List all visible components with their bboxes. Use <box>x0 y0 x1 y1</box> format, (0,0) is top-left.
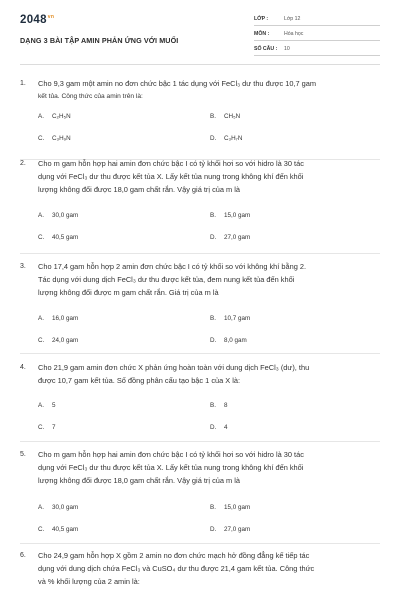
option-letter: B. <box>210 402 216 409</box>
meta-label: MÔN : <box>254 31 270 37</box>
option-text: 5 <box>52 402 56 409</box>
question-line: dụng với dung dịch chứa FeCl₃ và CuSO₄ dư thu được 21,4 gam kết tủa. Công thức <box>38 563 315 573</box>
option-b[interactable] <box>210 212 250 219</box>
question-divider <box>20 543 380 544</box>
question-number: 3. <box>20 263 26 270</box>
question-text <box>38 78 380 91</box>
option-letter: D. <box>210 337 217 344</box>
option-text: 30,0 gam <box>52 212 79 219</box>
option-a[interactable] <box>38 113 71 120</box>
option-c[interactable] <box>38 337 78 344</box>
option-text: 40,5 gam <box>52 526 79 533</box>
question-1 <box>20 80 380 170</box>
question-4 <box>20 364 380 449</box>
question-line: Cho 9,3 gam một amin no đơn chức bậc 1 tác dụng với FeCl₃ dư thu được 10,7 gam <box>38 79 317 88</box>
question-6 <box>20 552 380 600</box>
option-b[interactable] <box>210 402 228 409</box>
option-text: 24,0 gam <box>52 337 79 344</box>
option-text: 8,0 gam <box>224 337 247 344</box>
option-letter: A. <box>38 504 44 511</box>
meta-label: LỚP : <box>254 16 269 22</box>
sheet-title: DẠNG 3 BÀI TẬP AMIN PHẢN ỨNG VỚI MUỐI <box>20 36 179 45</box>
meta-label: SỐ CÂU : <box>254 46 278 52</box>
question-number: 1. <box>20 80 26 87</box>
question-number: 4. <box>20 364 26 371</box>
question-line: Tác dụng với dung dịch FeCl₃ dư thu được kết tủa, đem nung kết tủa đến khối <box>38 274 295 284</box>
option-letter: C. <box>38 234 45 241</box>
option-letter: A. <box>38 212 44 219</box>
option-text: 40,5 gam <box>52 234 79 241</box>
question-text <box>38 158 380 196</box>
option-letter: C. <box>38 526 45 533</box>
option-d[interactable] <box>210 424 228 431</box>
option-text: 7 <box>52 424 56 431</box>
question-line: lượng không đổi được 18,0 gam chất rắn. Vậy giá trị của m là <box>38 475 240 485</box>
question-text <box>38 362 380 388</box>
option-letter: B. <box>210 113 216 120</box>
option-b[interactable] <box>210 113 240 120</box>
option-text: 15,0 gam <box>224 504 251 511</box>
meta-value: 10 <box>284 46 290 52</box>
option-text: C₃H₉N <box>52 135 71 142</box>
option-a[interactable] <box>38 212 78 219</box>
option-c[interactable] <box>38 424 56 431</box>
question-number: 6. <box>20 552 26 559</box>
question-text-cont <box>38 91 380 102</box>
option-text: 27,0 gam <box>224 234 251 241</box>
question-text <box>38 261 380 299</box>
question-text <box>38 550 380 588</box>
meta-row-subject <box>254 28 380 41</box>
option-text: 27,0 gam <box>224 526 251 533</box>
question-3 <box>20 263 380 358</box>
question-2 <box>20 160 380 260</box>
question-line: và % khối lượng của 2 amin là: <box>38 576 140 586</box>
option-a[interactable] <box>38 402 56 409</box>
meta-value: Lớp 12 <box>284 16 301 22</box>
option-letter: A. <box>38 113 44 120</box>
question-text <box>38 449 380 487</box>
option-letter: A. <box>38 402 44 409</box>
question-line: Cho 17,4 gam hỗn hợp 2 amin đơn chức bậc I có tỷ khối so với không khí bằng 2. <box>38 262 307 271</box>
site-logo[interactable] <box>20 14 54 26</box>
meta-row-class <box>254 13 380 26</box>
option-a[interactable] <box>38 315 78 322</box>
option-d[interactable] <box>210 526 250 533</box>
option-letter: A. <box>38 315 44 322</box>
question-line: kết tủa. Công thức của amin trên là: <box>38 93 143 100</box>
option-text: 15,0 gam <box>224 212 251 219</box>
option-text: 4 <box>224 424 228 431</box>
sheet-header <box>0 0 400 62</box>
question-line: lượng không đổi được 18,0 gam chất rắn. Vậy giá trị của m là <box>38 184 240 194</box>
meta-row-count <box>254 43 380 56</box>
option-b[interactable] <box>210 315 250 322</box>
option-letter: B. <box>210 315 216 322</box>
header-divider <box>20 64 380 65</box>
option-letter: B. <box>210 504 216 511</box>
question-line: lượng không đổi được m gam chất rắn. Giá trị của m là <box>38 287 219 297</box>
option-text: 8 <box>224 402 228 409</box>
option-letter: D. <box>210 234 217 241</box>
option-a[interactable] <box>38 504 78 511</box>
option-text: C₃H₇N <box>224 135 243 142</box>
option-letter: D. <box>210 526 217 533</box>
option-b[interactable] <box>210 504 250 511</box>
option-d[interactable] <box>210 135 242 142</box>
question-divider <box>20 353 380 354</box>
option-letter: C. <box>38 135 45 142</box>
meta-value: Hóa học <box>284 31 304 37</box>
option-text: CH₅N <box>224 113 241 120</box>
logo-text: 2048 <box>20 14 47 26</box>
option-c[interactable] <box>38 526 78 533</box>
question-line: Cho 21,9 gam amin đơn chức X phản ứng hoàn toàn với dung dịch FeCl₃ (dư), thu <box>38 363 310 372</box>
question-divider <box>20 253 380 254</box>
option-c[interactable] <box>38 234 78 241</box>
question-divider <box>20 441 380 442</box>
option-letter: D. <box>210 135 217 142</box>
option-d[interactable] <box>210 234 250 241</box>
option-letter: B. <box>210 212 216 219</box>
question-line: Cho 24,9 gam hỗn hợp X gồm 2 amin no đơn chức mạch hở đồng đẳng kế tiếp tác <box>38 551 310 560</box>
question-line: Cho m gam hỗn hợp hai amin đơn chức bậc I có tỷ khối hơi so với hidro là 30 tác <box>38 450 304 459</box>
option-text: 30,0 gam <box>52 504 79 511</box>
option-letter: C. <box>38 424 45 431</box>
logo-suffix: vn <box>47 14 55 20</box>
question-5 <box>20 451 380 546</box>
question-line: dụng với FeCl₃ dư thu được kết tủa X. Lấy kết tủa nung trong không khí đến khối <box>38 462 304 472</box>
option-text: C₂H₅N <box>52 113 71 120</box>
question-number: 2. <box>20 160 26 167</box>
question-line: được 10,7 gam kết tủa. Số đồng phân cấu tạo bậc 1 của X là: <box>38 375 241 385</box>
question-number: 5. <box>20 451 26 458</box>
question-line: Cho m gam hỗn hợp hai amin đơn chức bậc I có tỷ khối hơi so với hidro là 30 tác <box>38 159 304 168</box>
option-d[interactable] <box>210 337 247 344</box>
option-text: 10,7 gam <box>224 315 251 322</box>
option-letter: C. <box>38 337 45 344</box>
option-letter: D. <box>210 424 217 431</box>
option-text: 16,0 gam <box>52 315 79 322</box>
question-line: dụng với FeCl₃ dư thu được kết tủa X. Lấy kết tủa nung trong không khí đến khối <box>38 171 304 181</box>
option-c[interactable] <box>38 135 71 142</box>
